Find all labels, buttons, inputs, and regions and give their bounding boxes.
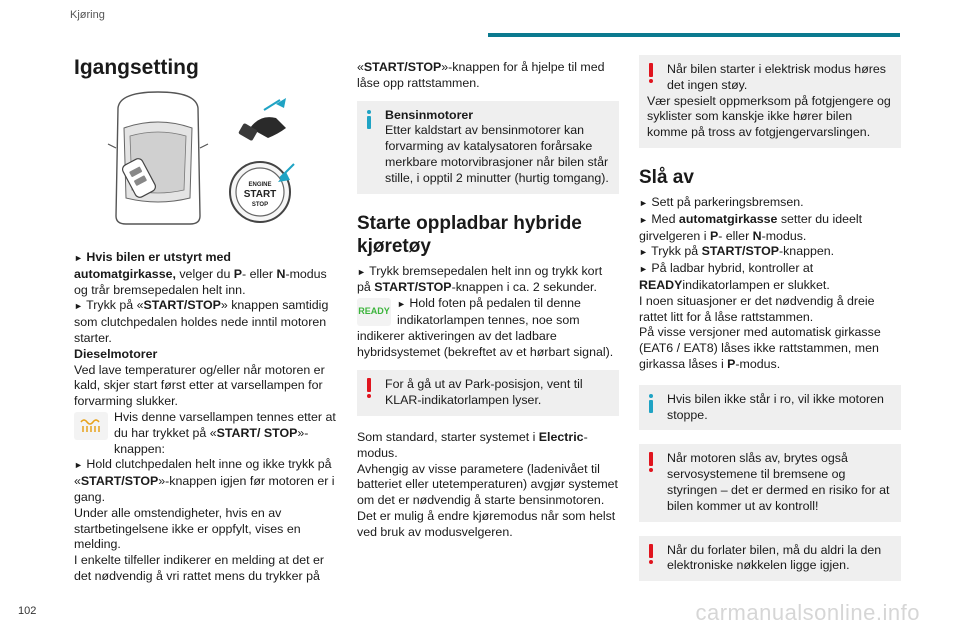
info-icon [366,110,372,129]
warning-icon [648,452,654,472]
text-bold: Electric [538,429,584,444]
preheat-lamp-icon [74,412,108,440]
text: velger du [175,266,234,281]
text: »-knappen for å hjelpe til med låse opp rattstammen. [357,60,605,90]
text-bold: P [233,266,243,281]
text: Hvis denne varsellampen tennes etter at du har trykket på « [114,409,336,440]
warning-box-servo [639,444,901,521]
warning-text: Når du forlater bilen, må du aldri la den elektroniske nøkkelen ligge igjen. [667,542,882,573]
start-illustration [100,88,310,226]
warning-text: For å gå ut av Park-posisjon, vent til KLAR-indikatorlampen lyser. [385,377,583,408]
text: - eller [242,266,277,281]
brake-pedal-icon [238,98,286,141]
paragraph-conditions: Under alle omstendigheter, hvis en av startbetingelsene ikke er oppfylt, vises en melding. [74,505,301,552]
paragraph-turn-wheel: I noen situasjoner er det nødvendig å dreie rattet litt for å låse rattstammen. [639,293,875,324]
paragraph-automatic [74,250,336,298]
paragraph-standard [357,430,619,462]
text: Hold clutchpedalen helt inne og ikke trykk på « [74,457,332,489]
running-header: Kjøring [70,9,105,21]
text: » knappen samtidig som clutchpedalen holdes nede inntil motoren starter. [74,298,329,345]
preheat-lamp-paragraph [74,410,336,457]
ready-lamp-icon [357,298,391,326]
bullet-arrow-icon: ► [639,214,648,225]
text: « [357,60,364,74]
diesel-text: Ved lave temperaturer og/eller når motoren er kald, skjer start først etter at varsellampen for forvarming slukker. [74,362,325,409]
warning-icon [366,378,372,398]
text: -modus og trår bremsepedalen helt inn. [74,266,327,297]
text: Trykk på « [82,298,144,313]
bullet-arrow-icon: ► [74,301,83,312]
info-title: Bensinmotorer [385,107,474,122]
bullet-arrow-icon: ► [639,247,648,258]
page-number: 102 [18,605,37,617]
paragraph-parameters: Avhengig av visse parametere (ladenivået til batteriet eller utetemperaturen) avgjør systemet om det er nødvendig å starte bensinmotoren. [357,461,619,508]
step-check-ready: ► På ladbar hybrid, kontroller at READYindikatorlampen er slukket. [639,261,830,292]
bullet-arrow-icon: ► [357,266,366,277]
info-box-petrol [357,101,619,194]
text-bold: START/STOP [80,474,159,489]
section-title-hybrid: Starte oppladbar hybride kjøretøy [357,212,582,257]
text-bold: START/STOP [363,60,442,74]
paragraph-manual [74,298,336,346]
info-text: Hvis bilen ikke står i ro, vil ikke motoren stoppe. [667,391,884,422]
bullet-arrow-icon: ► [639,264,648,275]
bullet-arrow-icon: ► [74,460,83,471]
text: -modus. [357,429,588,460]
warning-box-electric [639,55,901,148]
warning-icon [648,544,654,564]
info-text: Etter kaldstart av bensinmotorer kan forvarming av katalysatoren forårsake merkbare motorvibrasjoner når bilen står stille, i opptil 2 minutter (hurtig tomgang). [385,123,609,185]
warning-box-key [639,536,901,582]
section-title-igangsetting: Igangsetting [74,56,199,79]
header-accent-bar [488,33,900,37]
ready-lamp-label: READY [358,306,390,317]
bullet-arrow-icon: ► [639,197,648,208]
paragraph-press-brake [357,264,619,297]
text-bold: START/STOP [143,298,221,313]
paragraph-eat: På visse versjoner med automatisk girkasse (EAT6 / EAT8) låses ikke rattstammen, men girkassa låses i P-modus. [639,325,881,371]
button-text-engine: ENGINE [248,182,272,188]
paragraph-continuation [357,60,619,92]
column-2-body [357,60,619,541]
paragraph-mode: Det er mulig å endre kjøremodus når som helst ved bruk av modusvelgeren. [357,508,616,539]
step-parking-brake: ► Sett på parkeringsbremsen. [639,194,804,209]
text: Trykk bremsepedalen helt inn og trykk kort på [357,263,603,295]
text-bold: N [276,266,286,281]
warning-box-park [357,370,619,416]
warning-text-extra: Vær spesielt oppmerksom på fotgjengere og syklister som kanskje ikke hører bilen komme på tross av fotgjengervarslingen. [647,93,891,140]
start-stop-button-icon [230,162,294,222]
bullet-arrow-icon: ► [397,299,406,310]
warning-text: Når motoren slås av, brytes også servosystemene til bremsene og styringen – det er dermed en risiko for at bilen kommer ut av kontroll! [667,451,890,513]
info-icon [648,394,654,413]
text: »-knappen: [114,425,309,456]
text: Hold foten på pedalen til denne indikatorlampen tennes, noe som indikerer aktiveringen av det ladbare hybridsystemet (bekreftet av et hørbart signal). [357,296,614,359]
step-press-button: ► Trykk på START/STOP-knappen. [639,244,835,259]
car-key-start-illustration [100,88,310,226]
column-1-body [74,250,336,585]
text-bold: Hvis bilen er utstyrt med automatgirkasse, [74,250,231,281]
section-title-sla-av: Slå av [639,166,694,188]
ready-lamp-paragraph [357,296,619,360]
text: -knappen i ca. 2 sekunder. [451,280,597,295]
diesel-heading: Dieselmotorer [74,346,158,361]
warning-icon [648,63,654,83]
text: Som standard, starter systemet i [357,429,539,444]
watermark: carmanualsonline.info [695,600,920,625]
paragraph-hold-clutch [74,457,336,505]
bullet-arrow-icon: ► [74,253,83,263]
column-3-body [639,55,901,581]
paragraph-steering: I enkelte tilfeller indikerer en melding at det er det nødvendig å vri rattet mens du trykker på [74,553,325,583]
step-automatic: ► Med automatgirkasse setter du ideelt girvelgeren i P- eller N-modus. [639,211,863,243]
info-box-not-stationary [639,385,901,431]
text: »-knappen igjen før motoren er i gang. [74,474,335,504]
button-text-start: START [243,189,277,200]
text-bold: START/ STOP [216,425,298,440]
button-text-stop: STOP [251,202,269,208]
car-top-view-icon [108,92,208,224]
warning-text: Når bilen starter i elektrisk modus høres det ingen støy. [667,62,886,92]
text-bold: START/STOP [374,280,452,295]
